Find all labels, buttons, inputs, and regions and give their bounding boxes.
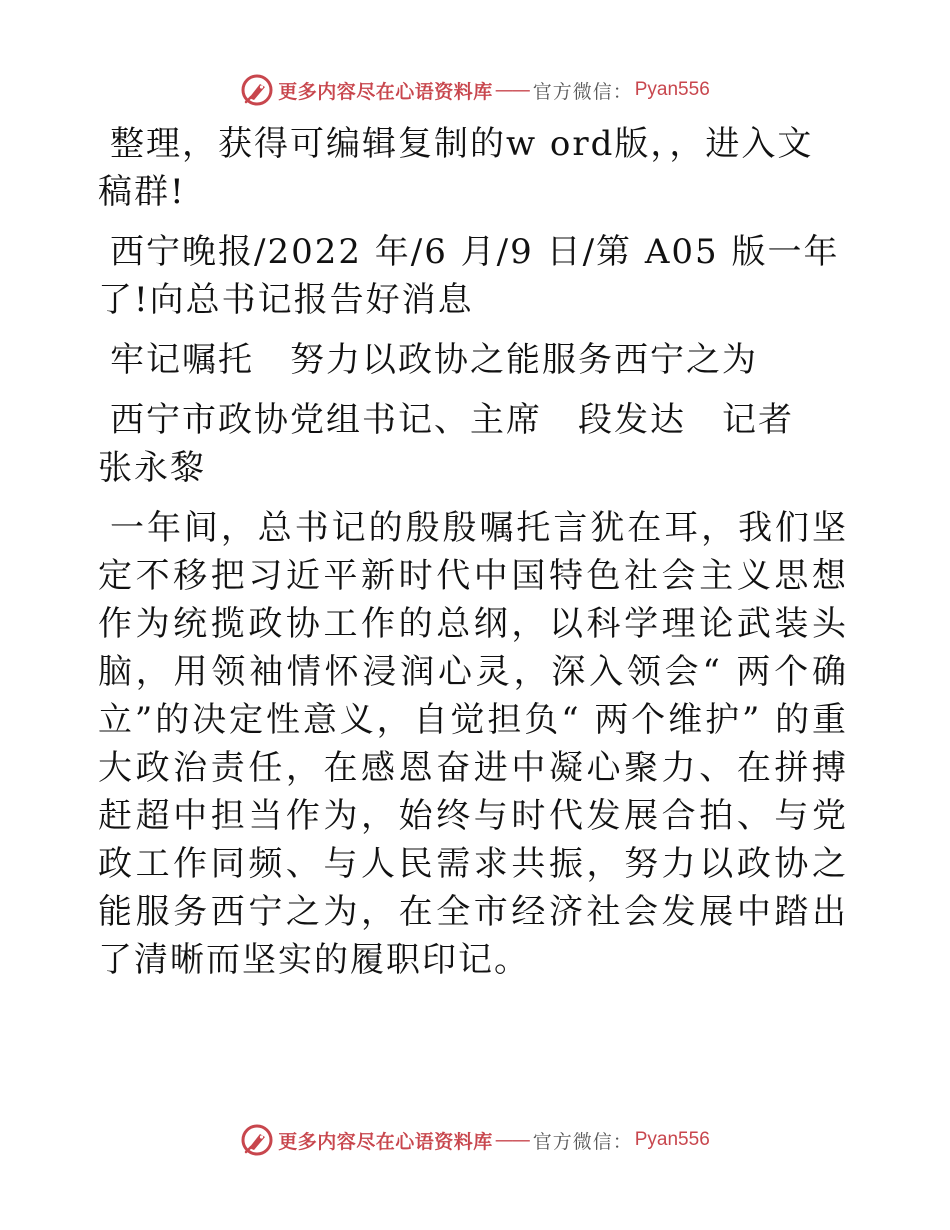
- banner-label: 官方微信：: [532, 1130, 633, 1153]
- source-line: 西宁晚报/2022 年/6 月/9 日/第 A05 版一年了!向总书记报告好消息: [98, 232, 840, 320]
- banner-main-text: 更多内容尽在心语资料库: [278, 80, 493, 103]
- pen-nib-logo-icon: [240, 73, 274, 107]
- byline: 西宁市政协党组书记、主席 段发达 记者 张永黎: [98, 400, 830, 488]
- pen-nib-logo-icon: [240, 1123, 274, 1157]
- body-paragraph: 一年间，总书记的殷殷嘱托言犹在耳，我们坚定不移把习近平新时代中国特色社会主义思想作为统揽政协工作的总纲，以科学理论武装头脑，用领袖情怀浸润心灵，深入领会“ 两个确立”的决定性意义，自觉担负“ 两个维护” 的重大政治责任，在感恩奋进中凝心聚力、在拼搏赶超中担当作为，始终与时代发展合拍、与党政工作同频、与人民需求共振，努力以政协之能服务西宁之为，在全市经济社会发展中踏出了清晰而坚实的履职印记。: [98, 508, 848, 980]
- header-watermark-banner: [0, 70, 950, 110]
- intro-paragraph: 整理，获得可编辑复制的w ord版，，进入文稿群!: [98, 124, 814, 212]
- banner-wechat-id: Pyan556: [634, 79, 710, 100]
- banner-main-text: 更多内容尽在心语资料库: [278, 1130, 493, 1153]
- banner-dash: ——: [494, 79, 529, 101]
- footer-watermark-banner: [0, 1120, 950, 1160]
- banner-label: 官方微信：: [532, 80, 633, 103]
- article-title: 牢记嘱托 努力以政协之能服务西宁之为: [110, 340, 758, 380]
- banner-dash: ——: [494, 1129, 529, 1151]
- document-body: [98, 120, 848, 996]
- banner-wechat-id: Pyan556: [634, 1129, 710, 1150]
